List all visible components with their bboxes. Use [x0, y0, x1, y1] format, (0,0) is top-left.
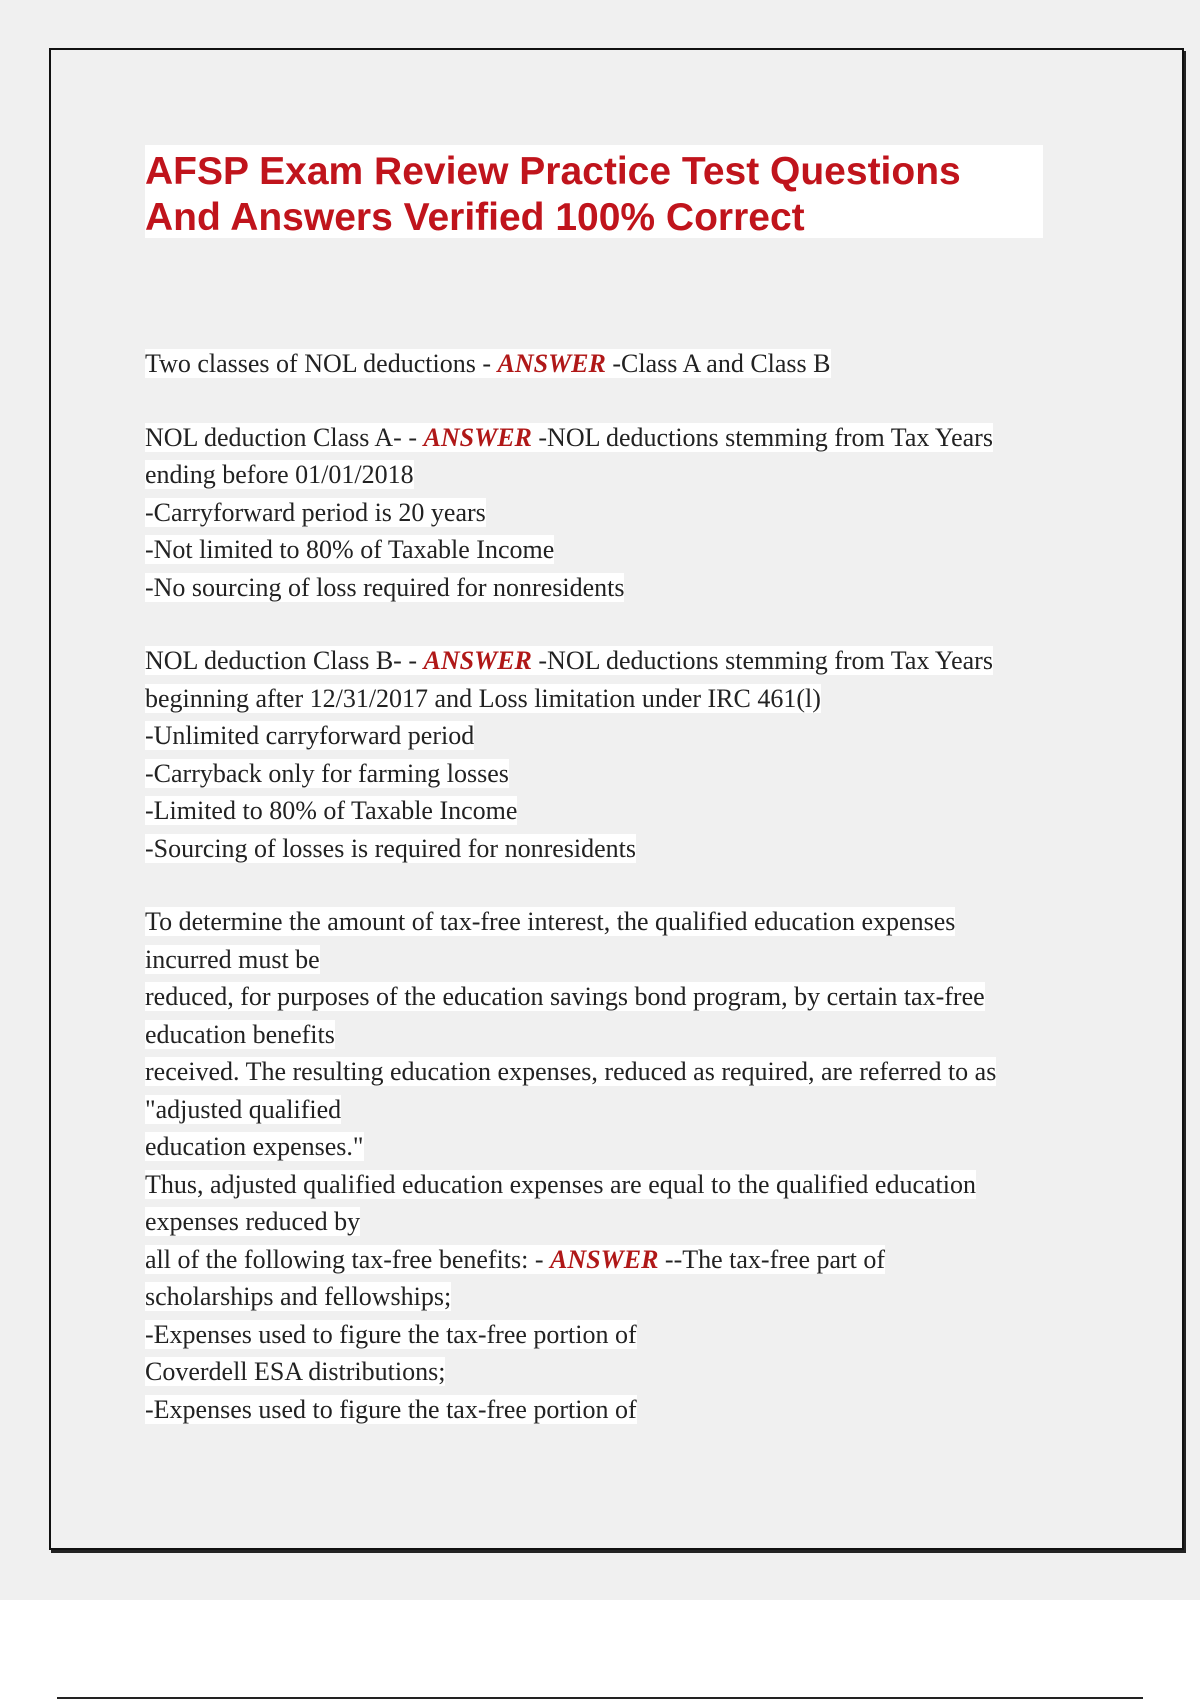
bullet-line: -Expenses used to figure the tax-free portion of	[145, 1319, 637, 1349]
bullet-line: -Sourcing of losses is required for nonresidents	[145, 833, 637, 863]
title-box	[145, 145, 1043, 238]
text-line: received. The resulting education expenses, reduced as required, are referred to as	[145, 1057, 997, 1086]
text-line: scholarships and fellowships;	[145, 1282, 452, 1311]
qa-item-nol-classes	[145, 345, 1135, 383]
text-line: Thus, adjusted qualified education expenses are equal to the qualified education	[145, 1169, 976, 1199]
bullet-line: -Unlimited carryforward period	[145, 721, 475, 750]
document-body	[145, 345, 1135, 1464]
answer-text: -NOL deductions stemming from Tax Years	[531, 646, 993, 675]
question-text: Two classes of NOL deductions -	[145, 349, 498, 378]
bullet-line: -Carryforward period is 20 years	[145, 497, 486, 527]
title-line-2: And Answers Verified 100% Correct	[145, 196, 805, 239]
answer-label: ANSWER	[497, 349, 606, 378]
document-frame	[49, 48, 1184, 1550]
text-line: beginning after 12/31/2017 and Loss limitation under IRC 461(l)	[145, 683, 821, 713]
answer-label: ANSWER	[423, 422, 532, 452]
text-line: incurred must be	[145, 944, 320, 974]
text-line: reduced, for purposes of the education savings bond program, by certain tax-free	[145, 982, 985, 1011]
qa-item-class-b	[145, 642, 1135, 867]
text-line: To determine the amount of tax-free interest, the qualified education expenses	[145, 907, 956, 936]
title-line-1: AFSP Exam Review Practice Test Questions	[145, 150, 961, 193]
question-text: NOL deduction Class A- -	[145, 422, 424, 452]
qa-item-education-expenses	[145, 903, 1135, 1428]
bullet-line: -No sourcing of loss required for nonresidents	[145, 572, 625, 602]
answer-text: --The tax-free part of	[658, 1244, 886, 1274]
question-text: NOL deduction Class B- -	[145, 646, 424, 675]
text-line: expenses reduced by	[145, 1207, 361, 1236]
bullet-line: -Carryback only for farming losses	[145, 758, 509, 788]
text-line: education expenses."	[145, 1132, 364, 1161]
bullet-line: -Expenses used to figure the tax-free portion of	[145, 1394, 637, 1424]
answer-text: -Class A and Class B	[605, 349, 831, 378]
text-line: Coverdell ESA distributions;	[145, 1357, 446, 1386]
question-text: all of the following tax-free benefits: -	[145, 1244, 551, 1274]
text-line: "adjusted qualified	[145, 1094, 342, 1124]
answer-text: -NOL deductions stemming from Tax Years	[531, 422, 993, 452]
answer-label: ANSWER	[550, 1244, 659, 1274]
bullet-line: -Not limited to 80% of Taxable Income	[145, 535, 555, 564]
document-title	[145, 149, 1043, 241]
answer-label: ANSWER	[423, 646, 532, 675]
qa-item-class-a	[145, 419, 1135, 607]
text-line: ending before 01/01/2018	[145, 460, 414, 489]
footer-divider	[57, 1697, 1143, 1699]
text-line: education benefits	[145, 1019, 335, 1049]
bullet-line: -Limited to 80% of Taxable Income	[145, 796, 518, 825]
